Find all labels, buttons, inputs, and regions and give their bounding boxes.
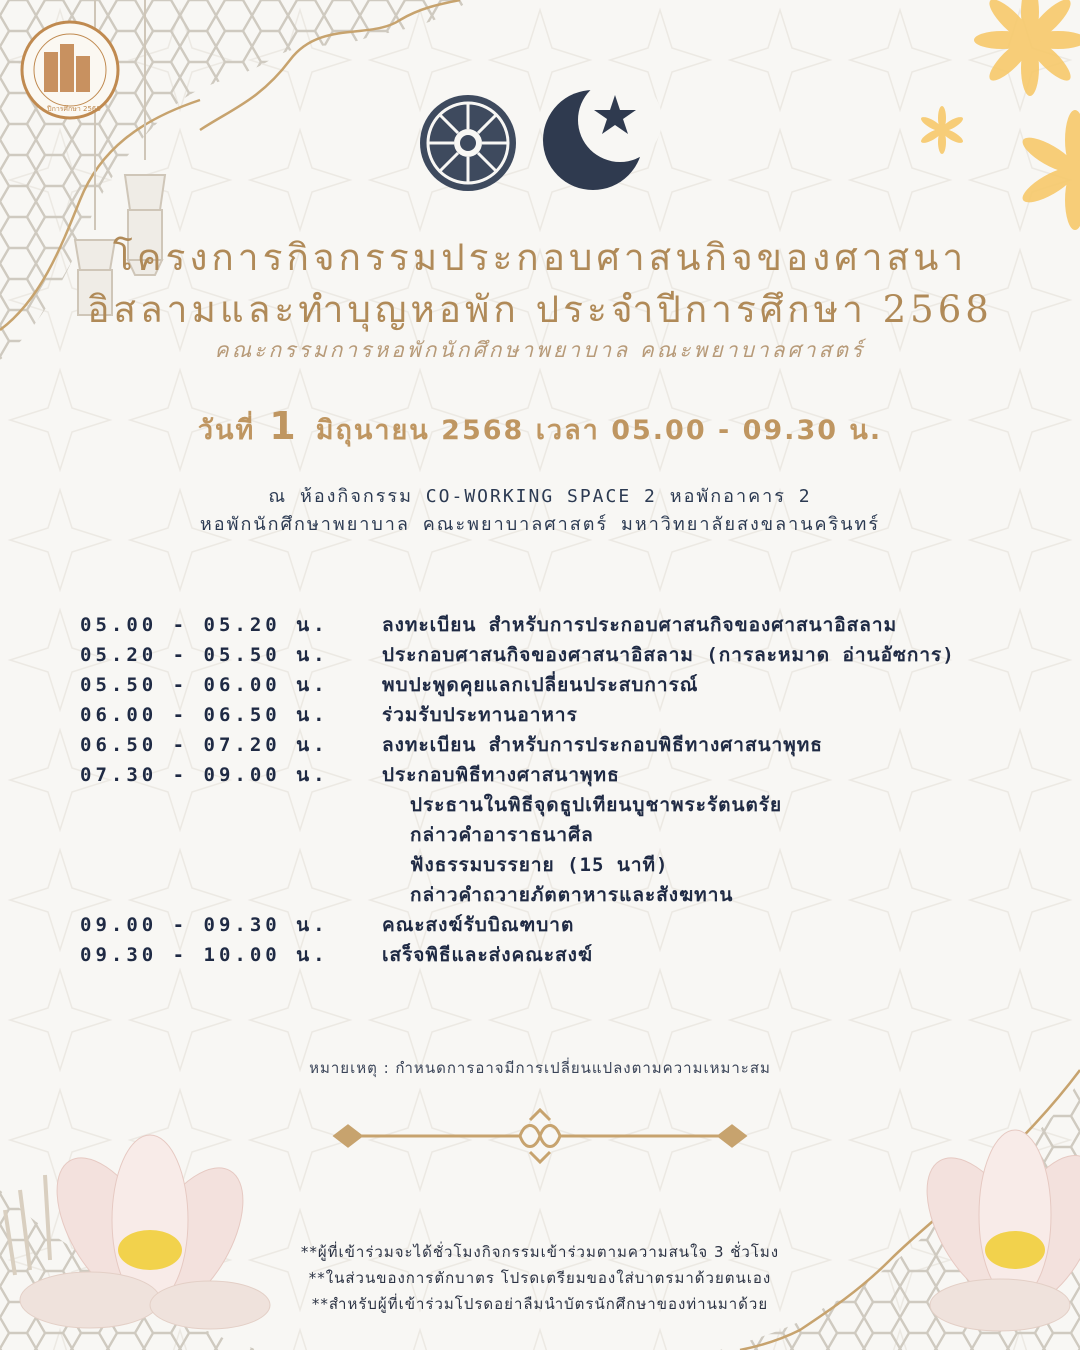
schedule-activity: ลงทะเบียน สำหรับการประกอบศาสนกิจของศาสนาอิสลาม	[382, 614, 898, 636]
schedule-sub-activity: ฟังธรรมบรรยาย (15 นาที)	[410, 854, 669, 876]
schedule-activity: ร่วมรับประทานอาหาร	[382, 704, 578, 726]
schedule-activity: คณะสงฆ์รับบิณฑบาต	[382, 914, 575, 936]
title-line-2: อิสลามและทำบุญหอพัก ประจำปีการศึกษา 2568	[87, 288, 993, 331]
schedule-activity: เสร็จพิธีและส่งคณะสงฆ์	[382, 944, 594, 966]
schedule-activity: ลงทะเบียน สำหรับการประกอบพิธีทางศาสนาพุทธ	[382, 734, 823, 756]
schedule	[80, 610, 1040, 970]
schedule-time: 05.20 - 05.50 น.	[80, 644, 329, 666]
venue-line-2: หอพักนักศึกษาพยาบาล คณะพยาบาลศาสตร์ มหาวิทยาลัยสงขลานครินทร์	[199, 514, 881, 535]
event-date	[40, 404, 1040, 451]
schedule-time: 05.50 - 06.00 น.	[80, 674, 329, 696]
footer-note-2: **ในส่วนของการตักบาตร โปรดเตรียมของใส่บาตรมาด้วยตนเอง	[308, 1269, 772, 1287]
schedule-row	[80, 670, 1040, 700]
date-prefix: วันที่	[197, 415, 256, 446]
schedule-time: 06.50 - 07.20 น.	[80, 734, 329, 756]
schedule-time: 09.30 - 10.00 น.	[80, 944, 329, 966]
footer-note-3: **สำหรับผู้ที่เข้าร่วมโปรดอย่าลืมนำบัตรนักศึกษาของท่านมาด้วย	[311, 1295, 769, 1313]
logo-year-text: ปีการศึกษา 2568	[47, 105, 101, 113]
subtitle: คณะกรรมการหอพักนักศึกษาพยาบาล คณะพยาบาลศาสตร์	[214, 338, 866, 362]
footer-note-1: **ผู้ที่เข้าร่วมจะได้ชั่วโมงกิจกรรมเข้าร่วมตามความสนใจ 3 ชั่วโมง	[300, 1243, 780, 1261]
venue-line-1: ณ ห้องกิจกรรม CO-WORKING SPACE 2 หอพักอาคาร 2	[268, 486, 812, 507]
schedule-row	[80, 700, 1040, 730]
schedule-row	[80, 610, 1040, 640]
schedule-subrow	[80, 820, 1040, 850]
date-day: 1	[269, 404, 298, 448]
schedule-row	[80, 730, 1040, 760]
schedule-subrow	[80, 850, 1040, 880]
schedule-time: 05.00 - 05.20 น.	[80, 614, 329, 636]
schedule-sub-activity: ประธานในพิธีจุดธูปเทียนบูชาพระรัตนตรัย	[410, 794, 783, 816]
schedule-activity: ประกอบศาสนกิจของศาสนาอิสลาม (การละหมาด อ่านอัซการ)	[382, 644, 955, 666]
schedule-row	[80, 940, 1040, 970]
schedule-row	[80, 640, 1040, 670]
schedule-row	[80, 760, 1040, 790]
schedule-time: 06.00 - 06.50 น.	[80, 704, 329, 726]
schedule-time: 07.30 - 09.00 น.	[80, 764, 329, 786]
remark-note: หมายเหตุ : กำหนดการอาจมีการเปลี่ยนแปลงตามความเหมาะสม	[309, 1059, 771, 1077]
schedule-sub-activity: กล่าวคำอาราธนาศีล	[410, 824, 594, 846]
schedule-sub-activity: กล่าวคำถวายภัตตาหารและสังฆทาน	[410, 884, 734, 906]
schedule-subrow	[80, 790, 1040, 820]
schedule-subrow	[80, 880, 1040, 910]
title-line-1: โครงการกิจกรรมประกอบศาสนกิจของศาสนา	[112, 236, 968, 279]
schedule-activity: พบปะพูดคุยแลกเปลี่ยนประสบการณ์	[382, 674, 699, 696]
schedule-time: 09.00 - 09.30 น.	[80, 914, 329, 936]
schedule-row	[80, 910, 1040, 940]
schedule-activity: ประกอบพิธีทางศาสนาพุทธ	[382, 764, 620, 786]
date-rest: มิถุนายน 2568 เวลา 05.00 - 09.30 น.	[315, 415, 883, 446]
